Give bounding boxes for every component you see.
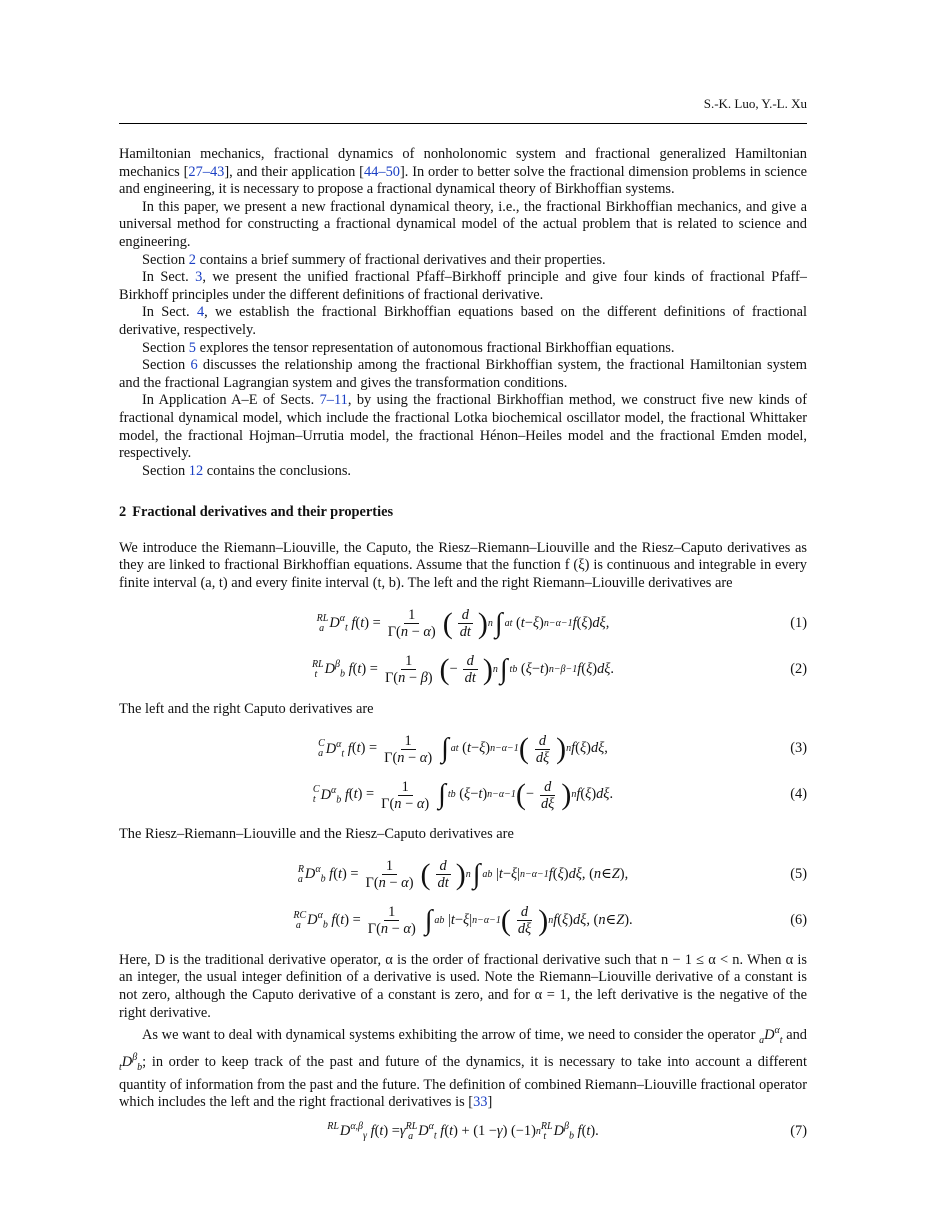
citation-link[interactable]: 33 bbox=[473, 1094, 488, 1111]
section2-intro: We introduce the Riemann–Liouville, the Caputo, the Riesz–Riemann–Liouville and the Riesz–Caputo derivatives as they are linked to fractional Birkhoffian equations. Assume that the function f (ξ) is continuous and integrable in every finite interval (a, t) and every finite interval (t, b). The left and the right Riemann–Liouville derivatives are bbox=[119, 539, 807, 592]
riesz-intro: The Riesz–Riemann–Liouville and the Riesz–Caputo derivatives are bbox=[119, 826, 514, 843]
citation-link[interactable]: 44–50 bbox=[363, 163, 400, 180]
citation-link[interactable]: 27–43 bbox=[188, 163, 225, 180]
equation-1: RL a $D^\alpha_t$ f ( t ) = $\frac{1}{\Gamma(n - \alpha)}$ ( $\frac{d}{dt}$ ) n ∫ a t ( t − ξ ) n−α−1 f ( ξ ) dξ , (1) bbox=[316, 606, 807, 641]
paragraph-1: Hamiltonian mechanics, fractional dynamics of nonholonomic system and fractional generalized Hamiltonian mechanics [27–43], and their application [44–50]. In order to better solve the fractional dimension problems in science and engineering, it is necessary to propose a fractional dynamical theory of Birkhoffian systems. bbox=[119, 146, 807, 198]
section-link[interactable]: 4 bbox=[196, 304, 205, 321]
equation-5: R a $D^\alpha_b$ f ( t ) = $\frac{1}{\Gamma(n - \alpha)}$ ( $\frac{d}{dt}$ ) n ∫ a b | t − ξ | n−α−1 f ( ξ ) dξ , ( n ∈ Z ), (5) bbox=[297, 857, 807, 892]
section-link[interactable]: 5 bbox=[188, 339, 196, 356]
here-paragraph: Here, D is the traditional derivative operator, α is the order of fractional derivative such that n − 1 ≤ α < n. When α is an integer, the usual integer definition of a derivative is used. Note the Riemann–Liouville derivative of a constant is not zero, although the Caputo derivative of a constant is zero, and for α = 1, the left derivative is the negative of the right derivative. bbox=[119, 951, 807, 1021]
section-link[interactable]: 6 bbox=[190, 357, 198, 374]
running-head: S.-K. Luo, Y.-L. Xu bbox=[703, 96, 807, 111]
equation-2: RL t $D^\beta_b$ f ( t ) = $\frac{1}{\Gamma(n - \beta)}$ ( − $\frac{d}{dt}$ ) n ∫ t b ( ξ − t ) n−β−1 f ( ξ ) dξ . (2) bbox=[311, 652, 807, 687]
paragraph-6: Section 5 explores the tensor representation of autonomous fractional Birkhoffian equations. bbox=[142, 339, 675, 356]
equation-3: C a $D^\alpha_t$ f ( t ) = $\frac{1}{\Gamma(n - \alpha)}$ ∫ a t ( t − ξ ) n−α−1 ( $\frac{d}{d\xi}$ ) n f ( ξ ) dξ , (3) bbox=[318, 732, 807, 766]
body-text bbox=[119, 146, 807, 1152]
paragraph-9: Section 12 contains the conclusions. bbox=[142, 462, 352, 479]
arrow-of-time-paragraph: As we want to deal with dynamical systems exhibiting the arrow of time, we need to consider the operator $_aD^\alpha_t$ and $_tD^\beta_b$; in order to keep track of the past and future of the dynamics, it is necessary to take into account a different quantity of information from the past and the future. The definition of combined Riemann–Liouville fractional operator which includes the left and the right fractional derivatives is [33] bbox=[119, 1025, 807, 1111]
equation-4: C t $D^\alpha_b$ f ( t ) = $\frac{1}{\Gamma(n - \alpha)}$ ∫ t b ( ξ − t ) n−α−1 ( − $\frac{d}{d\xi}$ ) n f ( ξ ) dξ . (4) bbox=[312, 778, 807, 812]
paragraph-2: In this paper, we present a new fractional dynamical theory, i.e., the fractional Birkhoffian mechanics, and give a universal method for constructing a fractional dynamical model of the actual problem that is related to science and engineering. bbox=[119, 198, 807, 250]
equation-number: (7) bbox=[790, 1123, 807, 1140]
section-link[interactable]: 12 bbox=[188, 462, 204, 479]
section-link[interactable]: 3 bbox=[195, 269, 203, 286]
paragraph-4: In Sect. 3, we present the unified fractional Pfaff–Birkhoff principle and give four kinds of fractional Pfaff–Birkhoff principles under the different definitions of fractional derivative. bbox=[119, 269, 807, 303]
equation-number: (2) bbox=[790, 660, 807, 677]
equation-number: (3) bbox=[790, 740, 807, 757]
equation-6: RC a $D^\alpha_b$ f ( t ) = $\frac{1}{\Gamma(n - \alpha)}$ ∫ a b | t − ξ | n−α−1 ( $\frac{d}{d\xi}$ ) n f ( ξ ) dξ , ( n ∈ Z ). (6) bbox=[293, 903, 807, 938]
equation-number: (6) bbox=[790, 912, 807, 929]
section-link[interactable]: 2 bbox=[188, 251, 196, 268]
paragraph-3: Section 2 contains a brief summery of fractional derivatives and their properties. bbox=[142, 251, 606, 268]
caputo-intro: The left and the right Caputo derivatives are bbox=[119, 700, 374, 717]
paragraph-7: Section 6 discusses the relationship among the fractional Birkhoffian system, the fractional Hamiltonian system and the fractional Lagrangian system and gives the transformation conditions. bbox=[119, 357, 808, 391]
equation-number: (4) bbox=[790, 786, 807, 803]
equation-number: (1) bbox=[790, 614, 807, 631]
header-rule bbox=[119, 123, 807, 124]
section-link[interactable]: 7–11 bbox=[319, 392, 348, 409]
equation-number: (5) bbox=[790, 866, 807, 883]
equation-7: RL $D^{\alpha,\beta}_\gamma$ f ( t ) = γ RL a $D^\alpha_t$ f ( t ) + (1 − γ ) (−1) n RL t $D^\beta_b$ f ( t ). (7) bbox=[327, 1120, 807, 1142]
section-heading: 2 Fractional derivatives and their properties bbox=[119, 504, 394, 521]
paragraph-5: In Sect. 4, we establish the fractional Birkhoffian equations based on the different definitions of fractional derivative, respectively. bbox=[119, 304, 807, 338]
paragraph-8: In Application A–E of Sects. 7–11, by using the fractional Birkhoffian method, we construct five new kinds of fractional dynamical model, which include the fractional Lotka biochemical oscillator model, the fractional Whittaker model, the fractional Hojman–Urrutia model, the fractional Hénon–Heiles model and the fractional Emden model, respectively. bbox=[119, 392, 807, 462]
